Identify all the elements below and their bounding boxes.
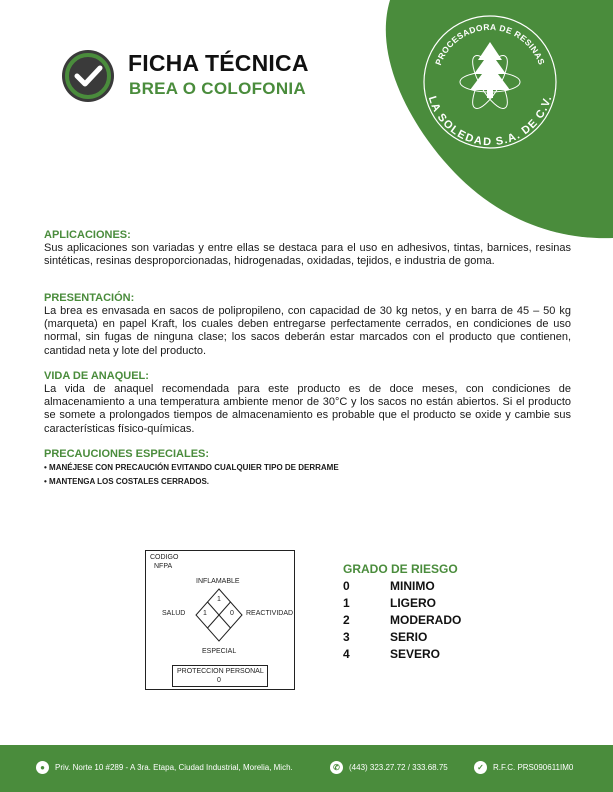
section-text: Sus aplicaciones son variadas y entre ellas se destaca para el uso en adhesivos, tintas, barnices, resinas sintéticas, resinas desproporcionadas, hidrogenadas, oxidadas, tejidos, e industria de goma.: [44, 242, 571, 268]
section-text: La vida de anaquel recomendada para este producto es de doce meses, con condiciones de almacenamiento a una temperatura ambiente menor de 30°C y los sacos no están abiertos. Si el producto se somete a prolongados tiempos de almacenamiento es probable que el producto se oxide y cambie sus características físico-químicas.: [44, 383, 571, 435]
section-title: VIDA DE ANAQUEL:: [44, 370, 149, 382]
section-presentacion: [44, 292, 571, 358]
list-item: [343, 595, 461, 612]
location-pin-icon: ●: [36, 761, 49, 774]
risk-level: 4: [343, 647, 350, 661]
page-title: FICHA TÉCNICA: [128, 50, 309, 76]
nfpa-reactividad-value: 0: [230, 610, 234, 617]
personal-protection-label: PROTECCION PERSONAL: [177, 668, 264, 675]
nfpa-code-label: CODIGO: [150, 554, 179, 561]
list-item: [343, 612, 461, 629]
logo-bottom-text: LA SOLEDAD S.A. DE C.V.: [425, 94, 555, 149]
section-precauciones: [44, 448, 571, 489]
risk-label: MODERADO: [390, 613, 462, 627]
list-item: [343, 629, 461, 646]
address-text: Priv. Norte 10 #289 - A 3ra. Etapa, Ciudad Industrial, Morelia, Mich.: [55, 763, 293, 772]
risk-label: SERIO: [390, 630, 428, 644]
section-text: La brea es envasada en sacos de polipropileno, con capacidad de 30 kg netos, y en barra de 45 – 50 kg (marqueta) en papel Kraft, los cuales deben entregarse perfectamente cerrados, en condiciones de uso normal, sin fugas de ninguna clase; los sacos deberán estar marcados con el producto que contienen, cantidad neta y lote del producto.: [44, 305, 571, 357]
check-icon: ✓: [474, 761, 487, 774]
nfpa-label: NFPA: [154, 563, 173, 570]
section-vida-anaquel: [44, 370, 571, 436]
section-title: APLICACIONES:: [44, 229, 131, 241]
precautions-list: [44, 461, 571, 489]
personal-protection-value: 0: [217, 677, 221, 684]
list-item: [343, 578, 461, 595]
nfpa-salud-label: SALUD: [162, 610, 186, 617]
risk-level: 0: [343, 579, 350, 593]
risk-level: 3: [343, 630, 350, 644]
footer: [0, 745, 613, 792]
personal-protection-box: [172, 665, 268, 687]
check-badge-icon: [60, 48, 116, 104]
risk-label: LIGERO: [390, 596, 437, 610]
rfc-text: R.F.C. PRS090611IM0: [493, 763, 574, 772]
footer-rfc: [474, 761, 573, 774]
nfpa-especial-label: ESPECIAL: [202, 648, 237, 655]
logo-top-text: PROCESADORA DE RESINAS: [433, 21, 547, 67]
risk-title: GRADO DE RIESGO: [343, 562, 458, 576]
footer-phone: [330, 761, 448, 774]
risk-label: SEVERO: [390, 647, 441, 661]
nfpa-reactividad-label: REACTIVIDAD: [246, 610, 294, 617]
list-item: [343, 646, 461, 663]
section-title: PRECAUCIONES ESPECIALES:: [44, 448, 210, 460]
nfpa-diagram: [145, 550, 295, 690]
risk-level: 1: [343, 596, 350, 610]
product-name: BREA O COLOFONIA: [129, 79, 306, 98]
risk-level: 2: [343, 613, 350, 627]
company-logo: [420, 12, 560, 152]
nfpa-salud-value: 1: [203, 610, 207, 617]
footer-address: [36, 761, 293, 774]
list-item: • MANÉJESE CON PRECAUCIÓN EVITANDO CUALQUIER TIPO DE DERRAME: [44, 463, 339, 472]
phone-icon: ✆: [330, 761, 343, 774]
phone-text: (443) 323.27.72 / 333.68.75: [349, 763, 448, 772]
section-aplicaciones: [44, 229, 571, 268]
nfpa-inflamable-value: 1: [217, 596, 221, 603]
nfpa-inflamable-label: INFLAMABLE: [196, 578, 240, 585]
risk-scale: [343, 562, 461, 663]
svg-text:LA SOLEDAD S.A. DE C.V.: [426, 95, 555, 149]
risk-label: MINIMO: [390, 579, 435, 593]
section-title: PRESENTACIÓN:: [44, 292, 135, 304]
list-item: • MANTENGA LOS COSTALES CERRADOS.: [44, 477, 210, 486]
